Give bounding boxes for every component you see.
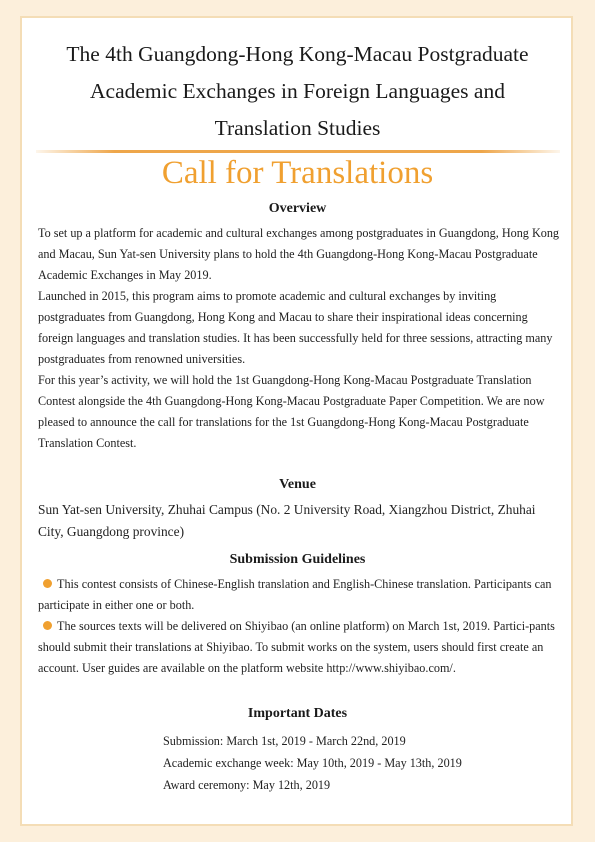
submission-guidelines-heading: Submission Guidelines <box>229 552 366 567</box>
important-dates-list <box>163 730 462 796</box>
page-title <box>0 36 595 147</box>
date-exchange-week: Academic exchange week: May 10th, 2019 - May 13th, 2019 <box>163 756 462 770</box>
overview-body <box>38 223 560 454</box>
guideline-item-1 <box>38 574 560 616</box>
venue-text: Sun Yat-sen University, Zhuhai Campus (No. 2 University Road, Xiangzhou District, Zhuhai City, Guangdong province) <box>38 502 536 539</box>
title-line-3: Translation Studies <box>214 116 381 140</box>
date-award-ceremony: Award ceremony: May 12th, 2019 <box>163 778 331 792</box>
guideline-item-2 <box>38 616 560 679</box>
important-dates-heading: Important Dates <box>247 706 348 721</box>
bullet-dot-icon <box>43 621 52 630</box>
venue-heading: Venue <box>279 477 316 492</box>
date-submission: Submission: March 1st, 2019 - March 22nd, 2019 <box>163 734 406 748</box>
guidelines-list <box>38 574 560 679</box>
bullet-dot-icon <box>43 579 52 588</box>
call-for-translations-heading: Call for Translations <box>161 155 434 191</box>
title-line-2: Academic Exchanges in Foreign Languages and <box>90 79 505 103</box>
guideline-item-1-text: This contest consists of Chinese-English translation and English-Chinese translation. Participants can participate in either one or both. <box>38 577 552 612</box>
overview-paragraph-2: Launched in 2015, this program aims to promote academic and cultural exchanges by inviting postgraduates from Guangdong, Hong Kong and Macau to share their inspirational ideas concerning foreign languages and translation studies. It has been successfully held for three sessions, attracting many postgraduates from renowned universities. <box>38 289 553 366</box>
overview-heading: Overview <box>268 201 327 216</box>
overview-paragraph-3: For this year’s activity, we will hold the 1st Guangdong-Hong Kong-Macau Postgraduate Translation Contest alongside the 4th Guangdong-Hong Kong-Macau Postgraduate Paper Competition. We are now pleased to announce the call for translations for the 1st Guangdong-Hong Kong-Macau Postgraduate Translation Contest. <box>38 373 545 450</box>
title-line-1: The 4th Guangdong-Hong Kong-Macau Postgraduate <box>66 42 529 66</box>
overview-paragraph-1: To set up a platform for academic and cultural exchanges among postgraduates in Guangdong, Hong Kong and Macau, Sun Yat-sen University plans to hold the 4th Guangdong-Hong Kong-Macau Postgraduate Academic Exchanges in May 2019. <box>38 226 560 282</box>
guideline-item-2-text: The sources texts will be delivered on Shiyibao (an online platform) on March 1st, 2019. Partici-pants should submit their translations at Shiyibao. To submit works on the system, users should first create an account. User guides are available on the platform website http://www.shiyibao.com/. <box>38 619 555 675</box>
